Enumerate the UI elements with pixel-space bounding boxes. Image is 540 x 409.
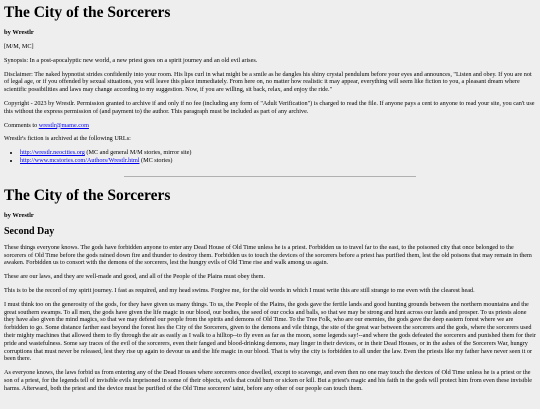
story-byline: by Wrestlr (4, 211, 34, 219)
comments-email-link[interactable]: wrestlr@mame.com (38, 121, 89, 129)
synopsis: Synopsis: In a post-apocalyptic new world, a new priest goes on a spirit journey and an old evil arises. (4, 56, 258, 64)
comments-label: Comments to (4, 121, 39, 129)
story-paragraph: I must think too on the generosity of the gods, for they have given us many things. To us, the People of the Plains, the gods gave the fertile lands and good hunting grounds between the northern mountains and the great southern swamps. To all men, the gods have given the life magic in our blood, our bodies, the seed of our cocks and balls, so that we may be strong and hunt across our lands and prosper. To us priests alone they have also given the mind magics, so that we may defend our people from the spirits and demons of Old Time. To the Tree Folk, who are our enemies, the gods gave the deep eastern forest where we are forbidden to go. Some distance farther east beyond the forest lies the City of the Sorcerers, given to the demons and vile things, the site of the great war between the sorcerers and the gods, where the sorcerers used their mighty machines that allowed them to fly through the air as easily as I walk to a hilltop--to fly even as far as the moon, some legends say!--and where the gods defeated the sorcerers and punished them for their pride and wastefulness. Some say traces of the evil of the sorcerers, even their fanged and blood-drinking demons, may linger in their devices, or in their Dead Houses, or in the ashes of the Sorcerers War, hungry corruptions that must never be released, lest they rise up again to devour us and the life magic in our blood. That is why the city is forbidden to all under the law. Even the priests like my father have never seen it or been there. (4, 300, 536, 363)
archive-list (4, 149, 536, 165)
disclaimer: Disclaimer: The naked hypnotist strides confidently into your room. His lips curl in what might be a smile as he dangles his shiny crystal pendulum before your eyes and announces, "Listen and obey. If you are not of legal age, or if you offended by sexual situations, you will leave this place immediately. From here on, no matter how realistic it may appear, everything will seem like fiction to you, a pleasant dream where scientific possibilities and laws may change according to my suggestion. Now, if you are willing, sit back, relax, and enjoy the ride." (4, 70, 532, 94)
archive-link-mcstories[interactable]: http://www.mcstories.com/Authors/Wrestlr.html (20, 156, 140, 164)
archive-intro: Wrestlr's fiction is archived at the following URLs: (4, 135, 131, 143)
archive-link-neocities[interactable]: http://wrestlr.neocities.org (20, 149, 85, 157)
page-title: The City of the Sorcerers (4, 4, 171, 21)
comments-line (4, 122, 536, 130)
story-paragraph: As everyone knows, the laws forbid us from entering any of the Dead Houses where sorcerers once dwelled, except to scavenge, and even then no one may touch the devices of Old Time unless he is a priest or the son of a priest, for the legends tell of invisible evils imprisoned in some of their objects, evils that could burn or sicken or kill. But a priest's magic and his faith in the gods will protect him from even these invisible harms. Afterward, both the priest and the device must be purified of the Old Time sorcerers' taint, before any other of our people can touch them. (4, 369, 532, 392)
story-paragraph: These are our laws, and they are well-made and good, and all of the People of the Plains must obey them. (4, 273, 266, 281)
section-divider (124, 176, 417, 177)
archive-note: (MC and general M/M stories, mirror site) (84, 149, 192, 157)
archive-item (20, 149, 536, 157)
story-paragraph: These things everyone knows. The gods have forbidden anyone to enter any Dead House of Old Time unless he is a priest. Forbidden us to travel far to the east, to the poisoned city that once belonged to the sorcerers of Old Time before the gods rained down fire and thunder to destroy them. Forbidden us to touch the devices of the sorcerers before a priest has purified them, lest the old poisons that may remain in them awaken. Forbidden us to consort with the demons of the sorcerers, lest the hungry evils of Old Time rise and walk among us again. (4, 243, 532, 267)
chapter-heading: Second Day (4, 225, 55, 237)
author-byline: by Wrestlr (4, 29, 34, 36)
archive-note: (MC stories) (139, 156, 173, 164)
archive-item (20, 157, 536, 165)
copyright-notice: Copyright - 2023 by Wrestlr. Permission granted to archive if and only if no fee (including any form of "Adult Verification") is charged to read the file. If anyone pays a cent to anyone to read your site, you can't use this without the express permission of (and payment to) the author. This paragraph must be included as part of any archive. (4, 99, 535, 115)
story-paragraph: This is to be the record of my spirit journey. I fast as required, and my head swims. Forgive me, for the old words in which I must write this are still strange to me even with the clearest head. (4, 286, 475, 294)
story-tags: [M/M, MC] (4, 43, 34, 50)
document-page (0, 4, 540, 393)
story-title: The City of the Sorcerers (4, 186, 171, 204)
